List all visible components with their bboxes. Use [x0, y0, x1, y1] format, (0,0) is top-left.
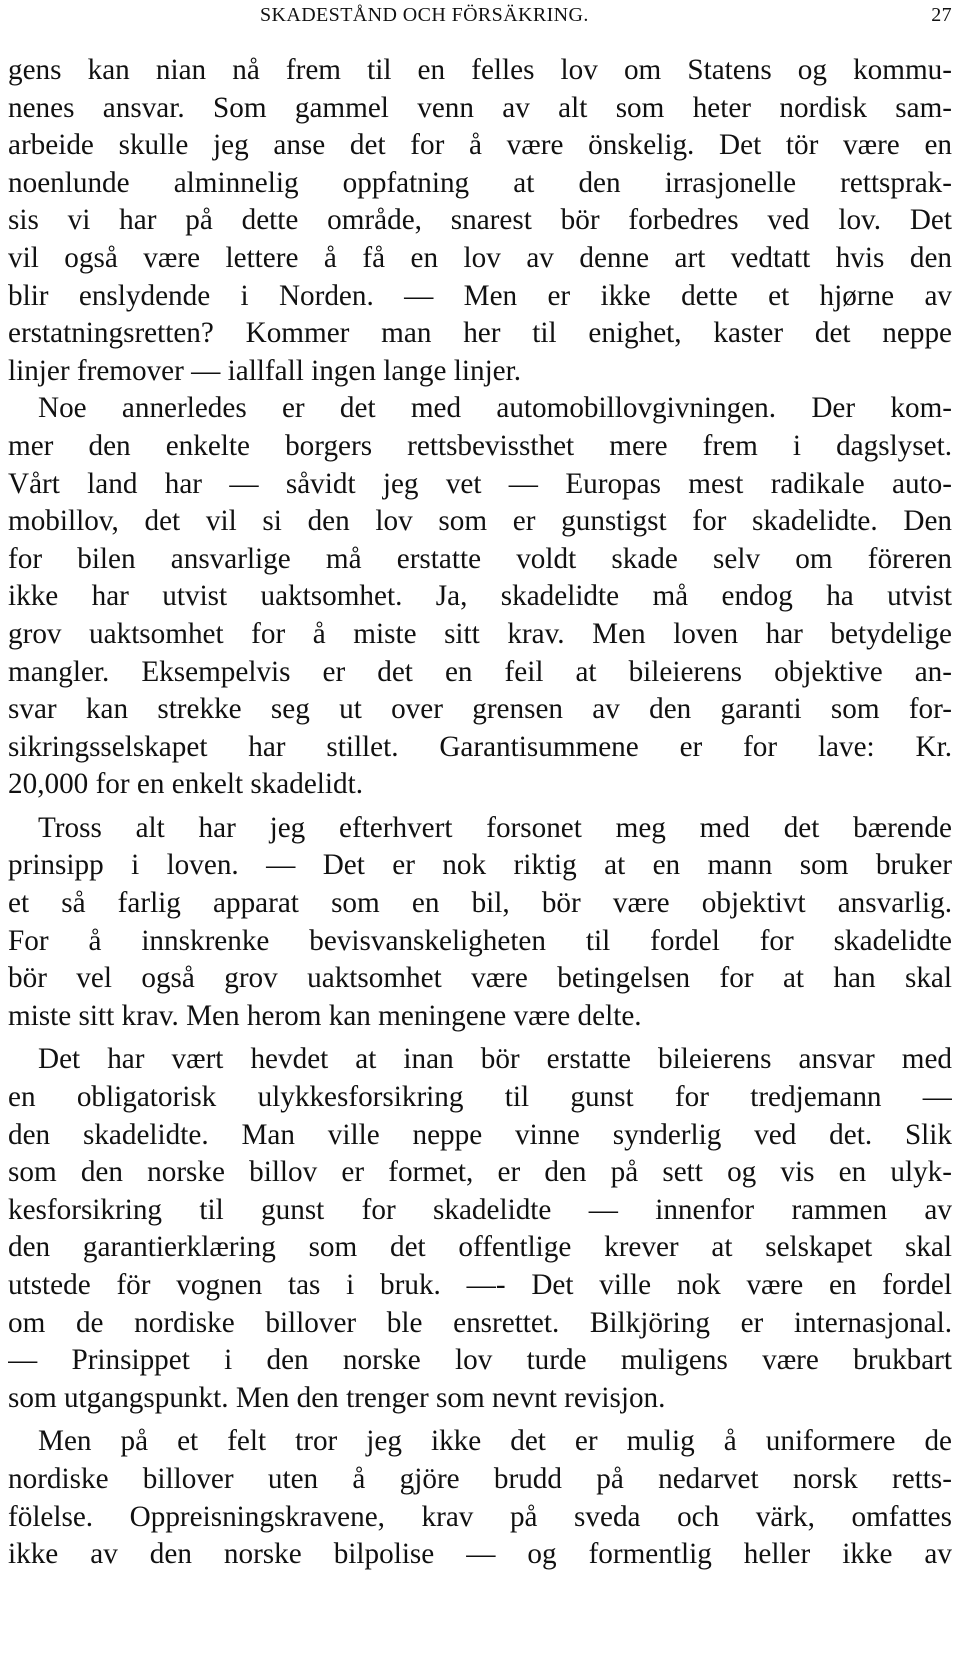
text-line: blir enslydende i Norden. — Men er ikke dette et hjørne av: [8, 279, 952, 312]
text-line: vil også være lettere å få en lov av denne art vedtatt hvis den: [8, 241, 952, 274]
text-line: et så farlig apparat som en bil, bör være objektivt ansvarlig.: [8, 887, 952, 920]
text-line: Det har vært hevdet at inan bör erstatte bileierens ansvar med: [38, 1043, 952, 1076]
text-line: sikringsselskapet har stillet. Garantisummene er for lave: Kr.: [8, 730, 952, 763]
text-line: fölelse. Oppreisningskravene, krav på sveda och värk, omfattes: [8, 1500, 952, 1533]
running-title: SKADESTÅND OCH FÖRSÄKRING.: [260, 4, 589, 26]
text-line: — Prinsippet i den norske lov turde muligens være brukbart: [8, 1344, 952, 1377]
running-header: [8, 0, 952, 34]
text-line: Tross alt har jeg efterhvert forsonet meg med det bærende: [38, 811, 952, 844]
text-line: den skadelidte. Man ville neppe vinne synderlig ved det. Slik: [8, 1118, 952, 1151]
text-line: arbeide skulle jeg anse det for å være önskelig. Det tör være en: [8, 129, 952, 162]
paragraph: [8, 52, 952, 390]
page-number: 27: [931, 4, 952, 26]
text-line: for bilen ansvarlige må erstatte voldt skade selv om föreren: [8, 542, 952, 575]
text-line: nenes ansvar. Som gammel venn av alt som heter nordisk sam-: [8, 91, 952, 124]
text-line: ikke av den norske bilpolise — og formentlig heller ikke av: [8, 1538, 952, 1571]
text-line: den garantierklæring som det offentlige krever at selskapet skal: [8, 1231, 952, 1264]
text-line: Men på et felt tror jeg ikke det er mulig å uniformere de: [38, 1425, 952, 1458]
paragraph: [8, 1423, 952, 1573]
text-line: om de nordiske billover ble ensrettet. Bilkjöring er internasjonal.: [8, 1306, 952, 1339]
text-line: miste sitt krav. Men herom kan meningene være delte.: [8, 999, 642, 1032]
text-line: grov uaktsomhet for å miste sitt krav. Men loven har betydelige: [8, 617, 952, 650]
text-line: kesforsikring til gunst for skadelidte — innenfor rammen av: [8, 1193, 952, 1226]
text-line: utstede för vognen tas i bruk. —- Det ville nok være en fordel: [8, 1269, 952, 1301]
text-line: linjer fremover — iallfall ingen lange linjer.: [8, 354, 522, 387]
text-line: nordiske billover uten å gjöre brudd på nedarvet norsk retts-: [8, 1462, 952, 1495]
text-line: mer den enkelte borgers rettsbevissthet mere frem i dagslyset.: [8, 429, 952, 462]
text-line: Vårt land har — såvidt jeg vet — Europas mest radikale auto-: [8, 467, 952, 500]
text-line: prinsipp i loven. — Det er nok riktig at en mann som bruker: [8, 849, 952, 882]
text-line: svar kan strekke seg ut over grensen av den garanti som for-: [8, 693, 952, 726]
text-line: Noe annerledes er det med automobillovgivningen. Der kom-: [38, 392, 952, 425]
paragraph: [8, 1041, 952, 1417]
paragraph: [8, 390, 952, 804]
text-line: sis vi har på dette område, snarest bör forbedres ved lov. Det: [8, 204, 952, 237]
text-line: gens kan nian nå frem til en felles lov om Statens og kommu-: [8, 54, 952, 86]
text-line: erstatningsretten? Kommer man her til enighet, kaster det neppe: [8, 317, 952, 350]
text-line: noenlunde alminnelig oppfatning at den irrasjonelle rettsprak-: [8, 166, 952, 199]
text-line: som den norske billov er formet, er den på sett og vis en ulyk-: [8, 1156, 952, 1189]
text-line: 20,000 for en enkelt skadelidt.: [8, 768, 364, 801]
text-line: mangler. Eksempelvis er det en feil at bileierens objektive an-: [8, 655, 952, 688]
paragraph: [8, 810, 952, 1036]
text-line: en obligatorisk ulykkesforsikring til gunst for tredjemann —: [8, 1081, 952, 1114]
text-line: som utgangspunkt. Men den trenger som nevnt revisjon.: [8, 1381, 666, 1414]
text-line: ikke har utvist uaktsomhet. Ja, skadelidte må endog ha utvist: [8, 580, 952, 613]
document-page: [8, 0, 952, 1574]
text-line: mobillov, det vil si den lov som er gunstigst for skadelidte. Den: [8, 505, 952, 538]
text-line: bör vel også grov uaktsomhet være betingelsen for at han skal: [8, 962, 952, 995]
body-text: [8, 52, 952, 1574]
text-line: For å innskrenke bevisvanskeligheten til fordel for skadelidte: [8, 924, 952, 957]
